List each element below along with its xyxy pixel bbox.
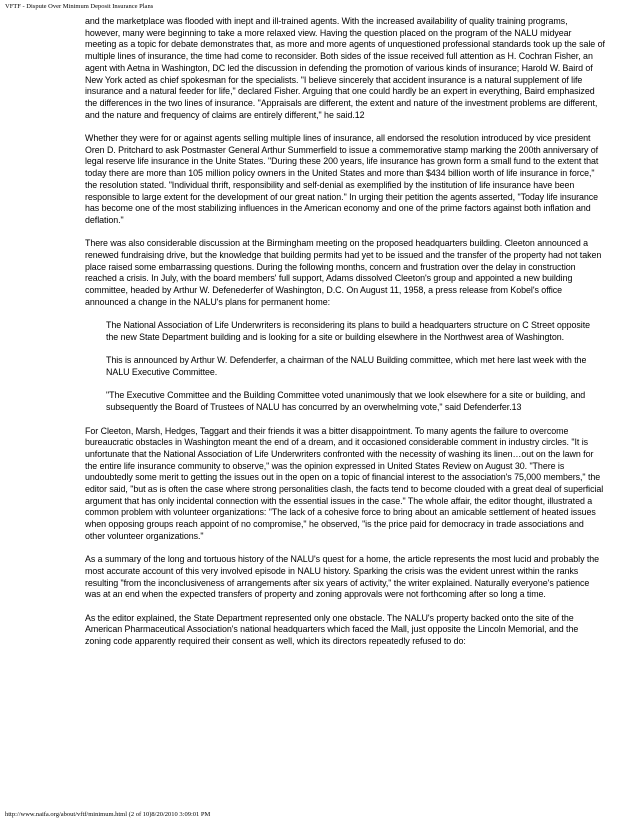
paragraph: As a summary of the long and tortuous history of the NALU's quest for a home, the article represents the most lucid and probably the most accurate account of this very involved episode in NALU history. Sparking the crisis was the evident unrest within the ranks resulting "from the inconclusiveness of arrangements after six years of activity," the writer explained. Naturally everyone's patience was at an end when the expected transfers of property and zoning approvals were not forthcoming after so long a time. bbox=[85, 554, 600, 600]
page-footer-url: http://www.naifa.org/about/vftf/minimum.html (2 of 10)8/20/2010 3:09:01 PM bbox=[5, 811, 211, 818]
paragraph: and the marketplace was flooded with inept and ill-trained agents. With the increased availability of quality training programs, however, many were beginning to take a more relaxed view. Having the question placed on the program of the NALU midyear meeting as a topic for debate demonstrates that, as more and more agents of unquestioned professional standards took up the sale of multiple lines of insurance, the time had come to reconsider. Both sides of the issue received full attention as H. Cochran Fisher, an agent with Aetna in Washington, DC led the discussion in defending the promotion of various kinds of insurance; Harold W. Baird of New York acted as chief spokesman for the specialists. "I believe sincerely that accident insurance is a natural supplement of life insurance and a natural feeder for life," declared Fisher. Arguing that one could hardly be an expert in everything, Baird emphasized the differences in the two lines of insurance. "Appraisals are different, the extent and nature of the investment problems are different, and the nature and frequency of claims are entirely different," he said.12 bbox=[85, 16, 605, 120]
paragraph: Whether they were for or against agents selling multiple lines of insurance, all endorsed the resolution introduced by vice president Oren D. Pritchard to ask Postmaster General Arthur Summerfield to issue a commemorative stamp marking the 200th anniversary of legal reserve life insurance in the Unite States. "During these 200 years, life insurance has grown form a small fund to the extent that today there are more than 105 million policy owners in the United States and more than $434 billion worth of life insurance in force," the resolution stated. "Individual thrift, responsibility and self-denial as exemplified by the institution of life insurance have been responsible to large extent for the development of our great nation." In urging their petition the agents asserted, "Today life insurance has become one of the most stabilizing influences in the American economy and one of the prime factors against both inflation and deflation." bbox=[85, 133, 599, 225]
block-quote: "The Executive Committee and the Building Committee voted unanimously that we look elsewhere for a site or building, and subsequently the Board of Trustees of NALU has concurred by an overwhelming vote," said Defenderfer.13 bbox=[106, 390, 586, 413]
block-quote: The National Association of Life Underwriters is reconsidering its plans to build a headquarters structure on C Street opposite the new State Department building and is looking for a site or building elsewhere in the Northwest area of Washington. bbox=[106, 320, 591, 342]
paragraph: For Cleeton, Marsh, Hedges, Taggart and their friends it was a bitter disappointment. To many agents the failure to overcome bureaucratic obstacles in Washington meant the end of a dream, and it occasioned considerable comment in industry circles. "It is unfortunate that the National Association of Life Underwriters confronted with the necessity of washing its linen…out on the lawn for the entire life insurance community to observe," was the opinion expressed in United States Review on August 30. "There is undoubtedly some merit to getting the issues out in the open on a topic of financial interest to the association's 75,000 members," the editor said, "but as is often the case where strong personalities clash, the facts tend to become clouded with a great deal of superficial argument that has only incidental connection with the essential issues in the case." The whole affair, the editor thought, illustrated a common problem with volunteer organizations: "The lack of a cohesive force to bring about an amicable settlement of heated issues when opposing groups reach appoint of no compromise," he observed, "is the price paid for democracy in trade associations and other volunteer organizations." bbox=[85, 425, 604, 541]
article-body bbox=[85, 16, 605, 660]
paragraph: As the editor explained, the State Department represented only one obstacle. The NALU's property backed onto the site of the American Pharmaceutical Association's national headquarters which faced the Mall, just opposite the Lincoln Memorial, and the zoning code apparently required their consent as well, which its directors repeatedly refused to do: bbox=[85, 612, 579, 647]
block-quote: This is announced by Arthur W. Defenderfer, a chairman of the NALU Building committee, which met here last week with the NALU Executive Committee. bbox=[106, 355, 587, 378]
page-header: VFTF - Dispute Over Minimum Deposit Insurance Plans bbox=[5, 3, 154, 10]
paragraph: There was also considerable discussion at the Birmingham meeting on the proposed headquarters building. Cleeton announced a renewed fundraising drive, but the knowledge that building permits had yet to be issued and the transfer of the property had not taken place raised some embarrassing questions. During the following months, concern and frustration over the delay in construction reached a crisis. In July, with the board members' full support, Adams dissolved Cleeton's group and appointed a new building committee, headed by Arthur W. Defenederfer of Washington, D.C. On August 11, 1958, a press release from Kobel's office announced a change in the NALU's plans for permanent home: bbox=[85, 238, 602, 307]
